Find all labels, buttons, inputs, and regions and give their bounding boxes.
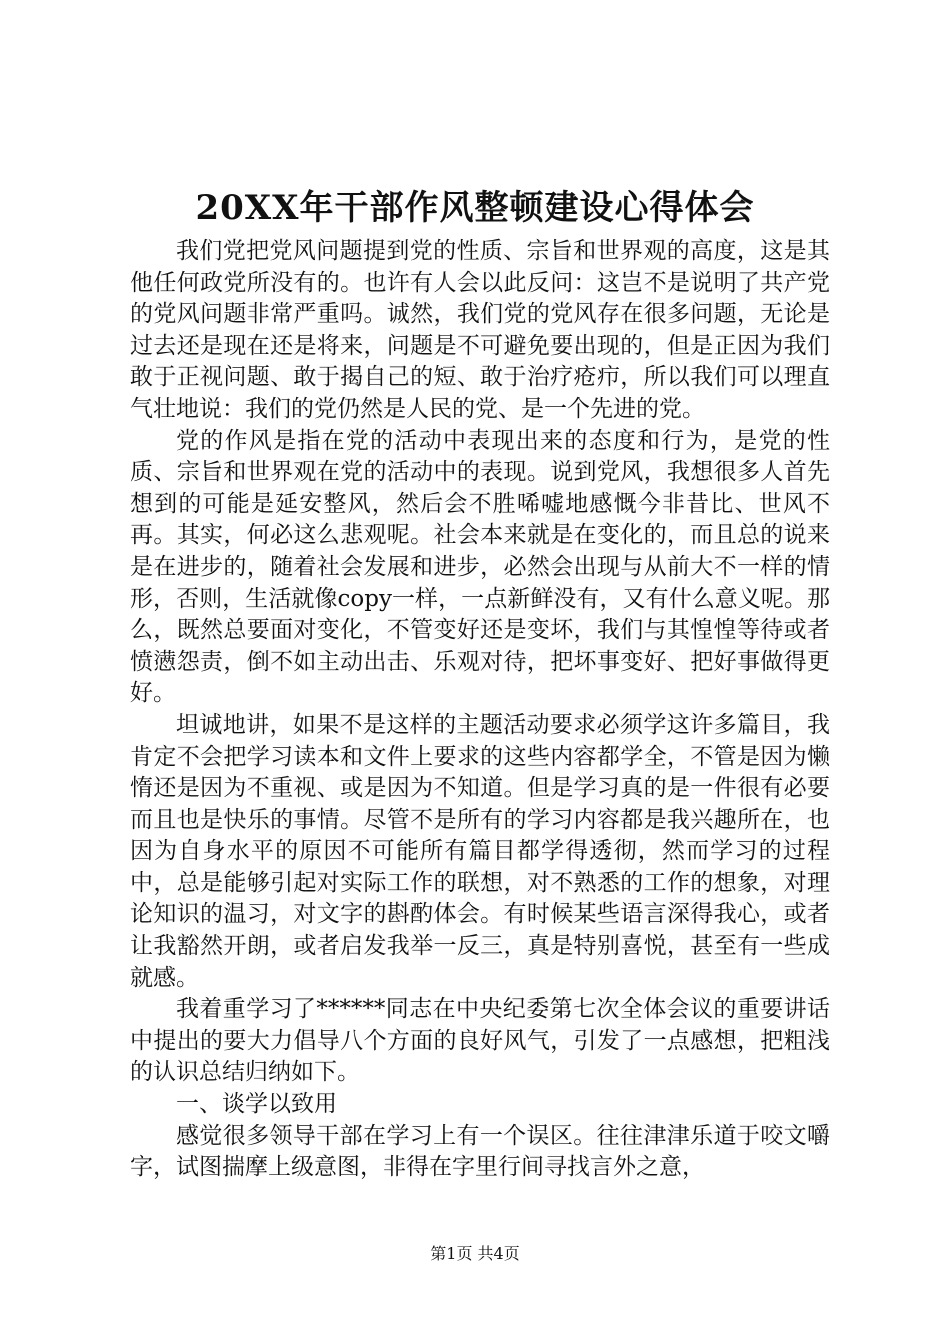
document-body — [130, 236, 830, 1184]
page-footer: 第1页 共4页 — [430, 1244, 520, 1263]
section-heading: 一、谈学以致用 — [176, 1091, 337, 1118]
document-title: 20XX年干部作风整顿建设心得体会 — [195, 188, 755, 228]
paragraph-2: 党的作风是指在党的活动中表现出来的态度和行为，是党的性质、宗旨和世界观在党的活动中的表现。说到党风，我想很多人首先想到的可能是延安整风，然后会不胜唏嘘地感慨今非昔比、世风不再。其实，何必这么悲观呢。社会本来就是在变化的，而且总的说来是在进步的，随着社会发展和进步，必然会出现与从前大不一样的情形，否则，生活就像copy一样，一点新鲜没有，又有什么意义呢。那么，既然总要面对变化，不管变好还是变坏，我们与其惶惶等待或者愤懑怨责，倒不如主动出击、乐观对待，把坏事变好、把好事做得更好。 — [130, 427, 830, 707]
paragraph-3: 坦诚地讲，如果不是这样的主题活动要求必须学这许多篇目，我肯定不会把学习读本和文件上要求的这些内容都学全，不管是因为懒惰还是因为不重视、或是因为不知道。但是学习真的是一件很有必要而且也是快乐的事情。尽管不是所有的学习内容都是我兴趣所在，也因为自身水平的原因不可能所有篇目都学得透彻，然而学习的过程中，总是能够引起对实际工作的联想，对不熟悉的工作的想象，对理论知识的温习，对文字的斟酌体会。有时候某些语言深得我心，或者让我豁然开朗，或者启发我举一反三，真是特别喜悦，甚至有一些成就感。 — [130, 711, 830, 991]
paragraph-1: 我们党把党风问题提到党的性质、宗旨和世界观的高度，这是其他任何政党所没有的。也许有人会以此反问：这岂不是说明了共产党的党风问题非常严重吗。诚然，我们党的党风存在很多问题，无论是过去还是现在还是将来，问题是不可避免要出现的，但是正因为我们敢于正视问题、敢于揭自己的短、敢于治疗疮疖，所以我们可以理直气壮地说：我们的党仍然是人民的党、是一个先进的党。 — [130, 238, 830, 422]
paragraph-5: 感觉很多领导干部在学习上有一个误区。往往津津乐道于咬文嚼字，试图揣摩上级意图，非得在字里行间寻找言外之意， — [130, 1122, 830, 1181]
paragraph-4: 我着重学习了******同志在中央纪委第七次全体会议的重要讲话中提出的要大力倡导八个方面的良好风气，引发了一点感想，把粗浅的认识总结归纳如下。 — [130, 996, 830, 1086]
